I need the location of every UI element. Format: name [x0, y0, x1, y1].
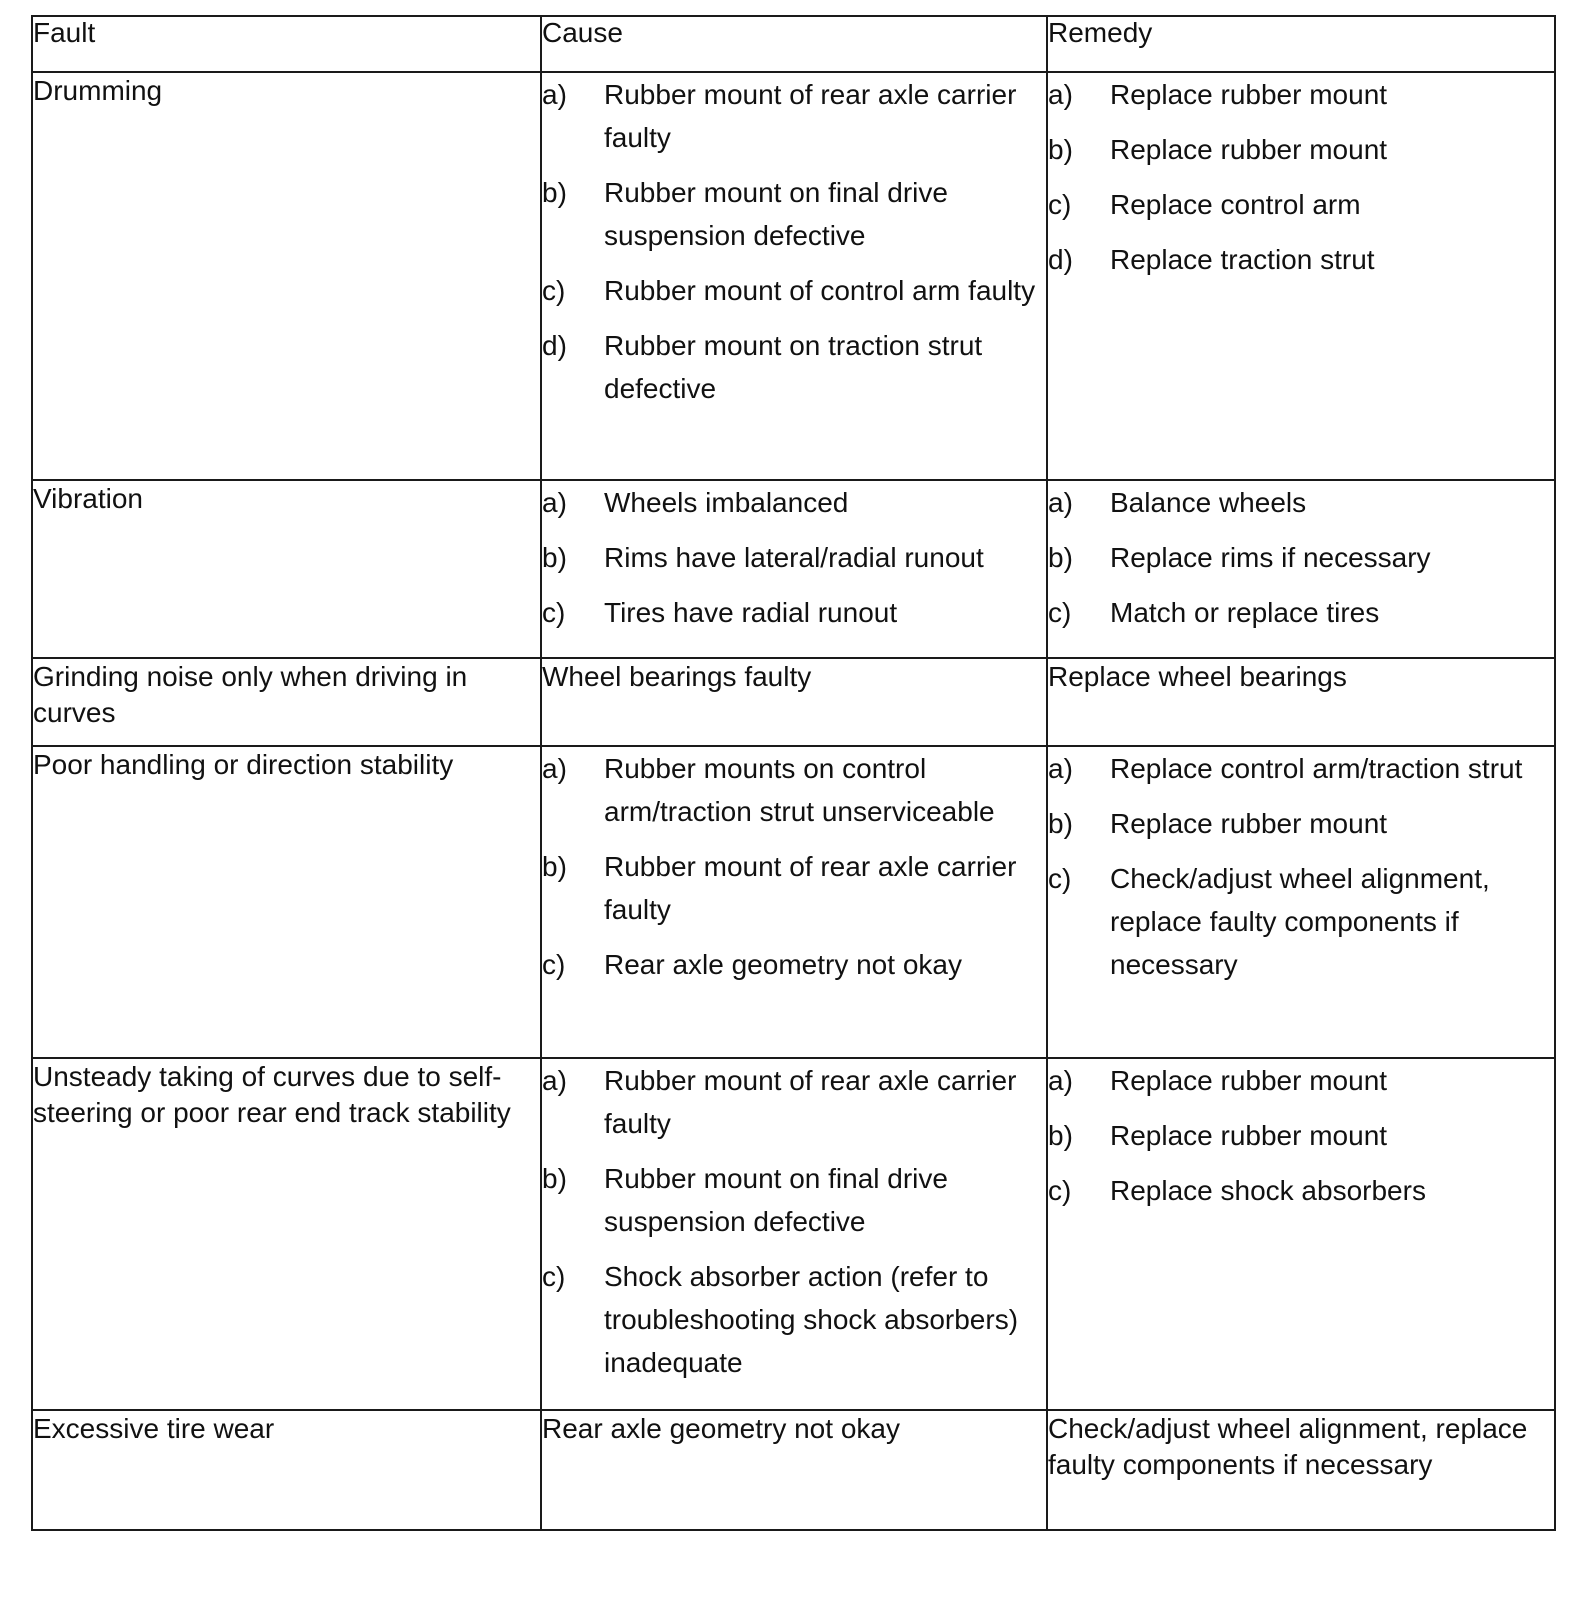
table-row	[32, 658, 1555, 746]
item-text: Match or replace tires	[1110, 597, 1380, 628]
remedy-list	[1048, 73, 1554, 281]
list-item	[542, 943, 1046, 986]
item-label: a)	[1048, 1065, 1073, 1096]
list-item	[1048, 128, 1554, 171]
item-label: c)	[542, 275, 566, 306]
remedy-cell	[1047, 1058, 1555, 1410]
item-text: Rubber mount of control arm faulty	[604, 275, 1036, 306]
item-label: c)	[542, 597, 566, 628]
list-item	[1048, 536, 1554, 579]
list-item	[542, 536, 1046, 579]
table-row	[32, 480, 1555, 658]
item-label: c)	[542, 1261, 566, 1292]
fault-cell: Poor handling or direction stability	[32, 746, 541, 1058]
item-label: b)	[1048, 542, 1073, 573]
item-label: b)	[1048, 1120, 1073, 1151]
header-row	[32, 16, 1555, 72]
remedy-list	[1048, 1059, 1554, 1212]
item-label: a)	[542, 753, 567, 784]
item-label: a)	[1048, 753, 1073, 784]
cause-list	[542, 747, 1046, 986]
remedy-list	[1048, 747, 1554, 986]
list-item	[542, 481, 1046, 524]
remedy-cell	[1047, 746, 1555, 1058]
item-label: d)	[542, 330, 567, 361]
item-label: b)	[542, 542, 567, 573]
item-text: Rubber mount on final drive suspension defective	[604, 177, 948, 251]
item-text: Balance wheels	[1110, 487, 1307, 518]
list-item	[1048, 747, 1554, 790]
item-text: Replace rubber mount	[1110, 808, 1388, 839]
fault-cell: Unsteady taking of curves due to self-steering or poor rear end track stability	[32, 1058, 541, 1410]
remedy-list	[1048, 481, 1554, 634]
item-text: Replace rubber mount	[1110, 1065, 1388, 1096]
item-text: Rims have lateral/radial runout	[604, 542, 984, 573]
item-text: Replace rubber mount	[1110, 1120, 1388, 1151]
cause-cell: Wheel bearings faulty	[541, 658, 1047, 746]
item-text: Replace rubber mount	[1110, 134, 1388, 165]
table-row	[32, 72, 1555, 480]
list-item	[1048, 183, 1554, 226]
table-row	[32, 1058, 1555, 1410]
item-text: Replace rims if necessary	[1110, 542, 1431, 573]
item-label: a)	[542, 1065, 567, 1096]
cause-cell	[541, 1058, 1047, 1410]
item-label: b)	[1048, 808, 1073, 839]
item-text: Rubber mounts on control arm/traction strut unserviceable	[604, 753, 995, 827]
table-row	[32, 1410, 1555, 1530]
list-item	[542, 1059, 1046, 1145]
item-label: b)	[542, 851, 567, 882]
item-text: Rubber mount of rear axle carrier faulty	[604, 1065, 1017, 1139]
item-label: d)	[1048, 244, 1073, 275]
item-text: Rubber mount on traction strut defective	[604, 330, 983, 404]
fault-cell: Vibration	[32, 480, 541, 658]
remedy-cell	[1047, 480, 1555, 658]
item-text: Replace rubber mount	[1110, 79, 1388, 110]
item-label: a)	[1048, 487, 1073, 518]
list-item	[542, 73, 1046, 159]
item-text: Rubber mount of rear axle carrier faulty	[604, 851, 1017, 925]
item-text: Replace shock absorbers	[1110, 1175, 1426, 1206]
cause-list	[542, 1059, 1046, 1384]
list-item	[1048, 1059, 1554, 1102]
header-fault: Fault	[32, 16, 541, 72]
cause-list	[542, 481, 1046, 634]
item-text: Rubber mount on final drive suspension defective	[604, 1163, 948, 1237]
remedy-cell: Replace wheel bearings	[1047, 658, 1555, 746]
list-item	[1048, 802, 1554, 845]
item-text: Replace traction strut	[1110, 244, 1375, 275]
list-item	[1048, 591, 1554, 634]
header-remedy: Remedy	[1047, 16, 1555, 72]
item-text: Rear axle geometry not okay	[604, 949, 962, 980]
item-label: a)	[542, 79, 567, 110]
item-text: Check/adjust wheel alignment, replace faulty components if necessary	[1110, 863, 1490, 980]
item-label: c)	[1048, 189, 1072, 220]
list-item	[542, 171, 1046, 257]
item-text: Replace control arm	[1110, 189, 1361, 220]
fault-cell: Grinding noise only when driving in curves	[32, 658, 541, 746]
list-item	[1048, 238, 1554, 281]
list-item	[1048, 481, 1554, 524]
cause-list	[542, 73, 1046, 410]
item-label: b)	[1048, 134, 1073, 165]
cause-cell	[541, 746, 1047, 1058]
item-label: a)	[542, 487, 567, 518]
list-item	[542, 591, 1046, 634]
item-text: Wheels imbalanced	[604, 487, 849, 518]
list-item	[542, 1157, 1046, 1243]
list-item	[1048, 1169, 1554, 1212]
item-text: Replace control arm/traction strut	[1110, 753, 1523, 784]
item-text: Rubber mount of rear axle carrier faulty	[604, 79, 1017, 153]
list-item	[542, 1255, 1046, 1384]
cause-cell	[541, 72, 1047, 480]
item-label: b)	[542, 177, 567, 208]
list-item	[542, 747, 1046, 833]
item-label: b)	[542, 1163, 567, 1194]
item-text: Tires have radial runout	[604, 597, 898, 628]
remedy-cell: Check/adjust wheel alignment, replace faulty components if necessary	[1047, 1410, 1555, 1530]
list-item	[542, 845, 1046, 931]
cause-cell	[541, 480, 1047, 658]
item-label: c)	[1048, 863, 1072, 894]
list-item	[542, 324, 1046, 410]
item-label: c)	[1048, 597, 1072, 628]
remedy-cell	[1047, 72, 1555, 480]
item-label: c)	[1048, 1175, 1072, 1206]
item-label: c)	[542, 949, 566, 980]
header-cause: Cause	[541, 16, 1047, 72]
fault-cell: Drumming	[32, 72, 541, 480]
list-item	[542, 269, 1046, 312]
fault-cell: Excessive tire wear	[32, 1410, 541, 1530]
table-row	[32, 746, 1555, 1058]
item-text: Shock absorber action (refer to troubleshooting shock absorbers) inadequate	[604, 1261, 1019, 1378]
list-item	[1048, 857, 1554, 986]
item-label: a)	[1048, 79, 1073, 110]
list-item	[1048, 73, 1554, 116]
list-item	[1048, 1114, 1554, 1157]
troubleshooting-table	[31, 15, 1556, 1531]
cause-cell: Rear axle geometry not okay	[541, 1410, 1047, 1530]
